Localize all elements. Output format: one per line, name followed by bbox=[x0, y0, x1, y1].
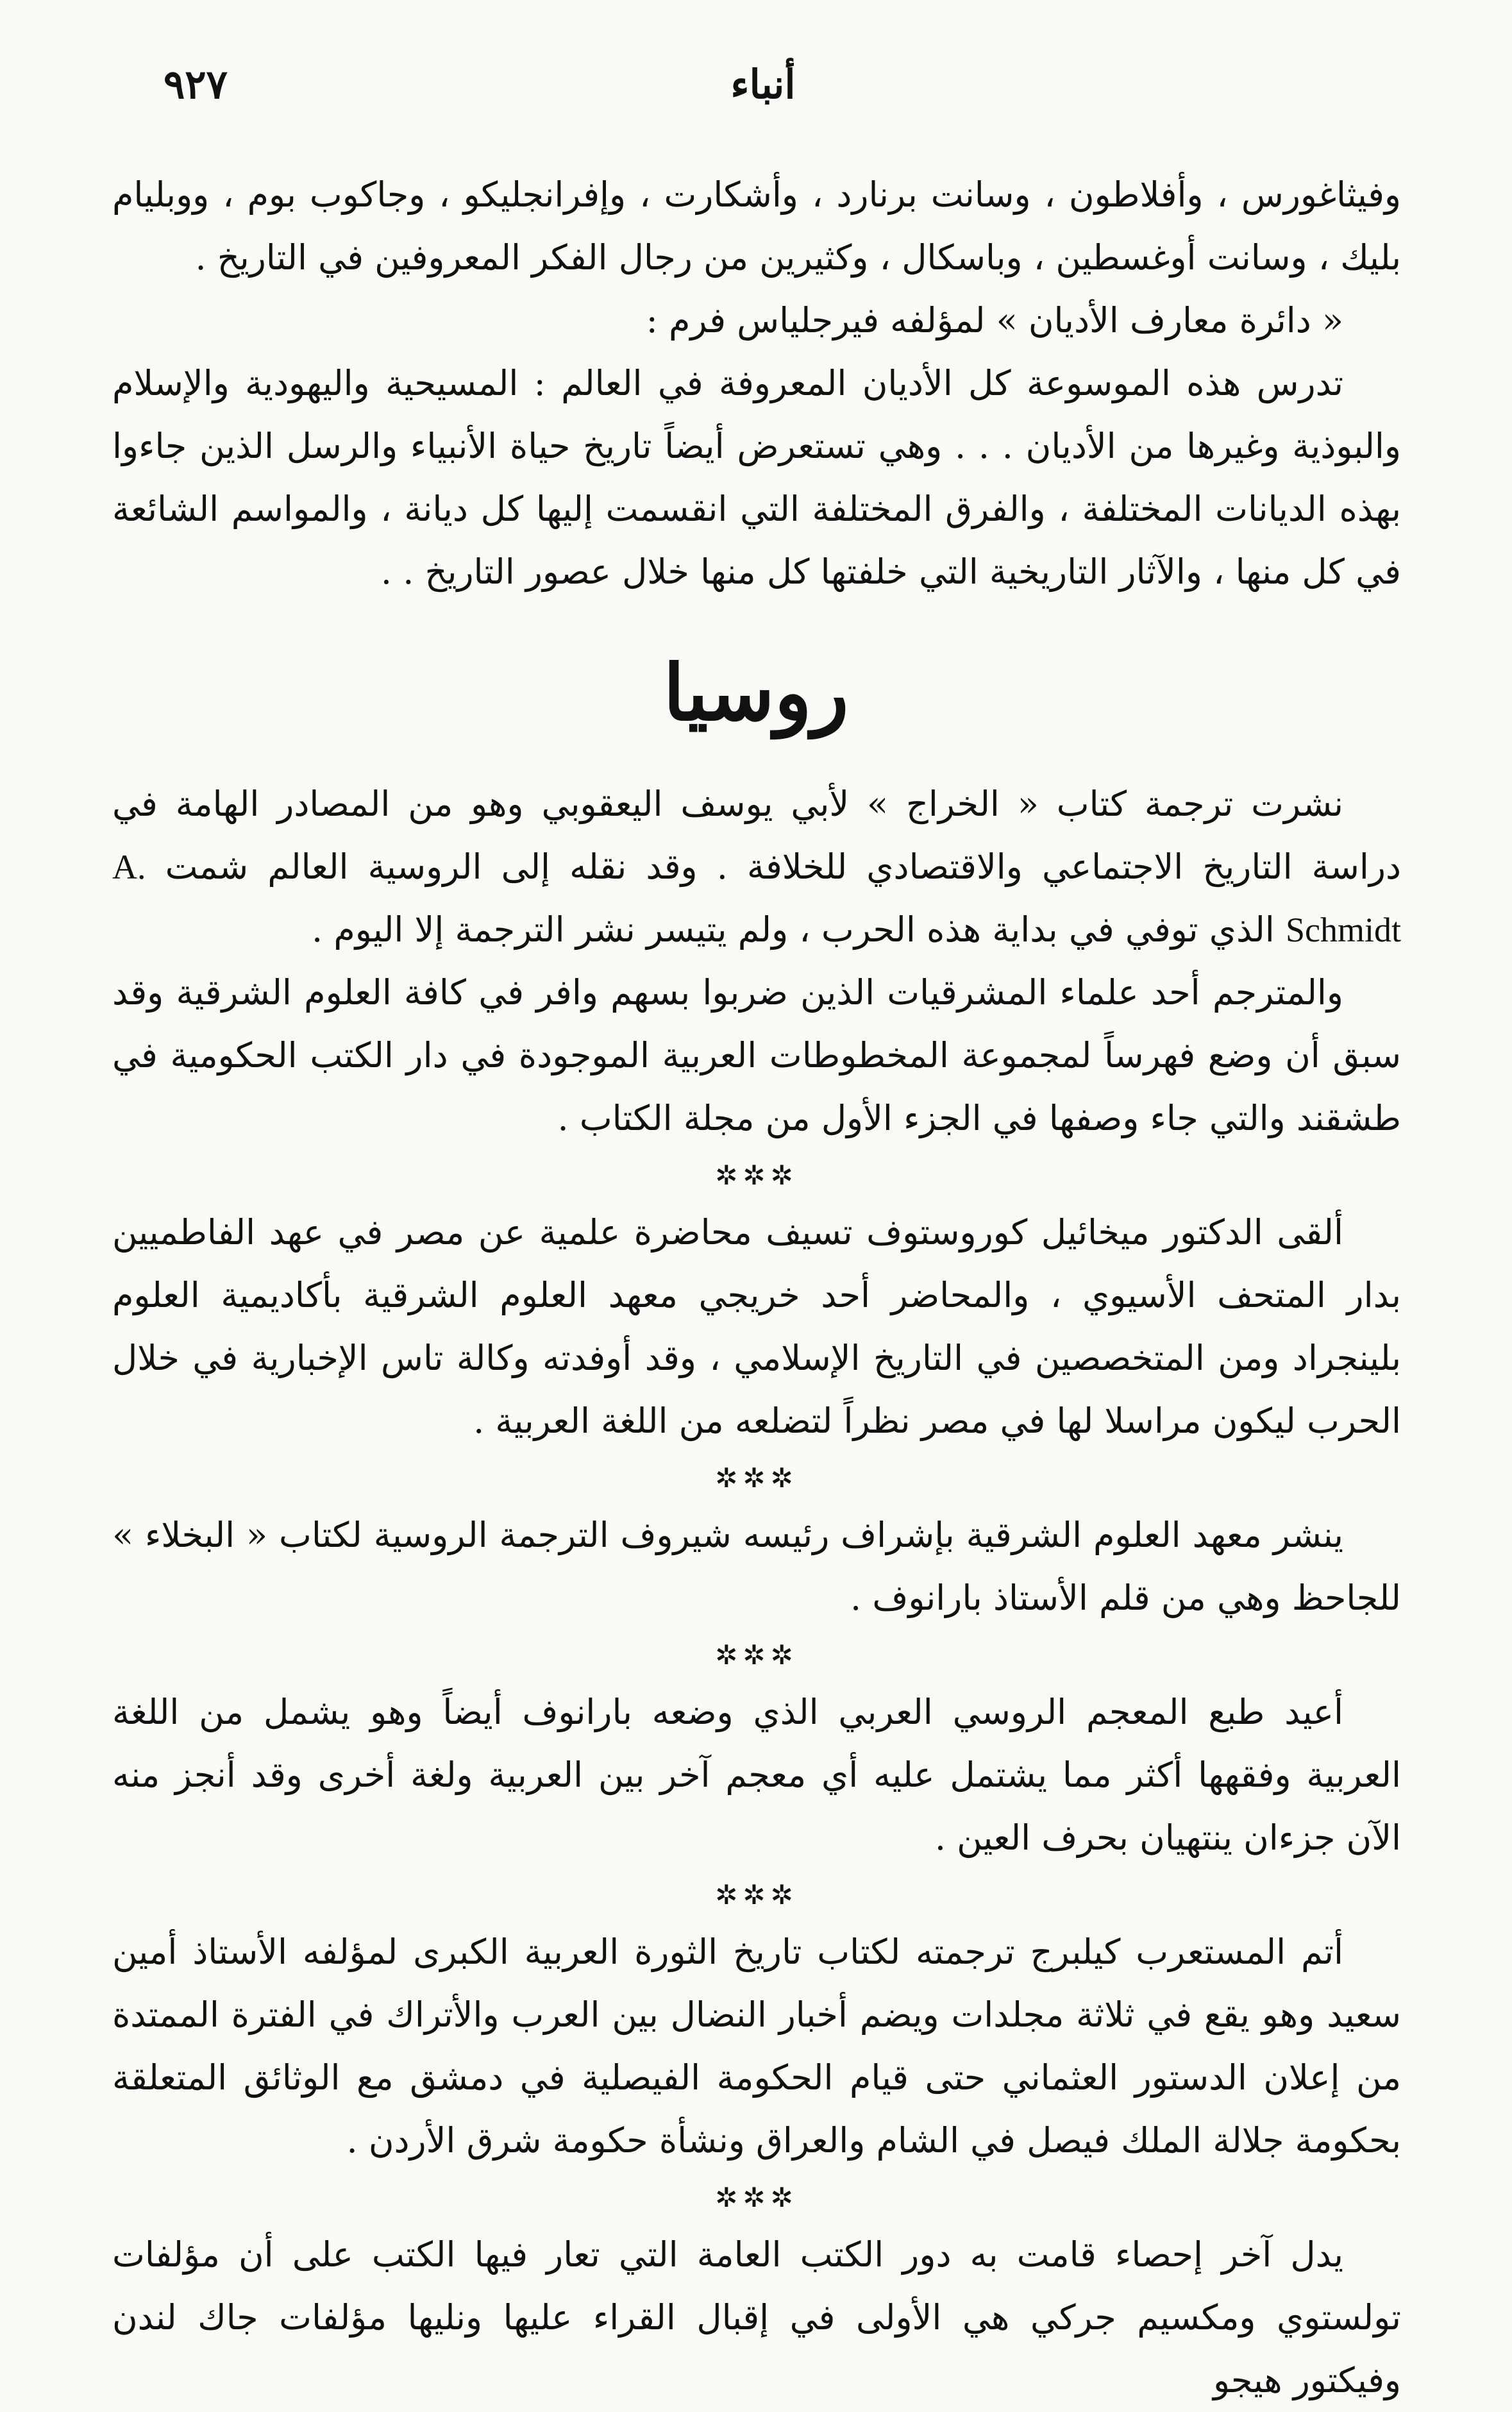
latin-name: A. Schmidt bbox=[112, 848, 1401, 949]
text-kharaj-end: الذي توفي في بداية هذه الحرب ، ولم يتيسر نشر الترجمة إلا اليوم . bbox=[311, 909, 1275, 950]
paragraph-statistics: يدل آخر إحصاء قامت به دور الكتب العامة التي تعار فيها الكتب على أن مؤلفات تولستوي ومكسيم جركي هي الأولى في إقبال القراء عليها ونليها مؤلفات جاك لندن وفيكتور هيجو bbox=[112, 2234, 1401, 2400]
separator-ornament: ✲✲✲ bbox=[715, 2182, 798, 2213]
running-head: أنباء bbox=[730, 61, 796, 108]
separator-ornament: ✲✲✲ bbox=[715, 1462, 798, 1494]
paragraph-kharaj bbox=[112, 773, 1401, 961]
paragraph-religions: تدرس هذه الموسوعة كل الأديان المعروفة في العالم : المسيحية واليهودية والإسلام والبوذية وغيرها من الأديان . . . وهي تستعرض أيضاً تاريخ حياة الأنبياء والرسل الذين جاءوا بهذه الديانات المختلفة ، والفرق المختلفة التي انقسمت إليها كل ديانة ، والمواسم الشائعة في كل منها ، والآثار التاريخية التي خلفتها كل منها خلال عصور التاريخ . . bbox=[112, 363, 1402, 592]
page-number: ٩٢٧ bbox=[164, 61, 228, 108]
separator-ornament: ✲✲✲ bbox=[715, 1160, 798, 1191]
top-section bbox=[112, 164, 1401, 603]
text-kharaj-start: نشرت ترجمة كتاب « الخراج » لأبي يوسف اليعقوبي وهو من المصادر الهامة في دراسة التاريخ الاجتماعي والاقتصادي للخلافة . وقد نقله إلى الروسية العالم شمت bbox=[112, 784, 1402, 887]
paragraph-dictionary: أعيد طبع المعجم الروسي العربي الذي وضعه بارانوف أيضاً وهو يشمل من اللغة العربية وفقهها أكثر مما يشتمل عليه أي معجم آخر بين العربية ولغة أخرى وقد أنجز منه الآن جزءان ينتهيان بحرف العين . bbox=[112, 1692, 1401, 1858]
paragraph-arab-revolt: أتم المستعرب كيلبرج ترجمته لكتاب تاريخ الثورة العربية الكبرى لمؤلفه الأستاذ أمين سعيد وهو يقع في ثلاثة مجلدات ويضم أخبار النضال بين العرب والأتراك في الفترة الممتدة من إعلان الدستور العثماني حتى قيام الحكومة الفيصلية في دمشق مع الوثائق المتعلقة بحكومة جلالة الملك فيصل في الشام والعراق ونشأة حكومة شرق الأردن . bbox=[112, 1932, 1402, 2161]
russia-section bbox=[112, 773, 1401, 2412]
separator-ornament: ✲✲✲ bbox=[715, 1879, 798, 1910]
paragraph-philosophers: وفيثاغورس ، وأفلاطون ، وسانت برنارد ، وأشكارت ، وإفرانجليكو ، وجاكوب بوم ، ووبليام بليك ، وسانت أوغسطين ، وباسكال ، وكثيرين من رجال الفكر المعروفين في التاريخ . bbox=[112, 174, 1401, 278]
paragraph-translator: والمترجم أحد علماء المشرقيات الذين ضربوا بسهم وافر في كافة العلوم الشرقية وقد سبق أن وضع فهرساً لمجموعة المخطوطات العربية الموجودة في دار الكتب الحكومية في طشقند والتي جاء وصفها في الجزء الأول من مجلة الكتاب . bbox=[112, 972, 1401, 1138]
paragraph-lecture: ألقى الدكتور ميخائيل كوروستوف تسيف محاضرة علمية عن مصر في عهد الفاطميين بدار المتحف الأسيوي ، والمحاضر أحد خريجي معهد العلوم الشرقية بأكاديمية العلوم بلينجراد ومن المتخصصين في التاريخ الإسلامي ، وقد أوفدته وكالة تاس الإخبارية في خلال الحرب ليكون مراسلا لها في مصر نظراً لتضلعه من اللغة العربية . bbox=[112, 1212, 1401, 1441]
book-title-line: « دائرة معارف الأديان » لمؤلفه فيرجلياس فرم : bbox=[646, 300, 1343, 341]
section-heading: روسيا bbox=[663, 648, 849, 738]
paragraph-bukhala: ينشر معهد العلوم الشرقية بإشراف رئيسه شيروف الترجمة الروسية لكتاب « البخلاء » للجاحظ وهي من قلم الأستاذ بارانوف . bbox=[112, 1515, 1401, 1618]
separator-ornament: ✲✲✲ bbox=[715, 1639, 798, 1671]
